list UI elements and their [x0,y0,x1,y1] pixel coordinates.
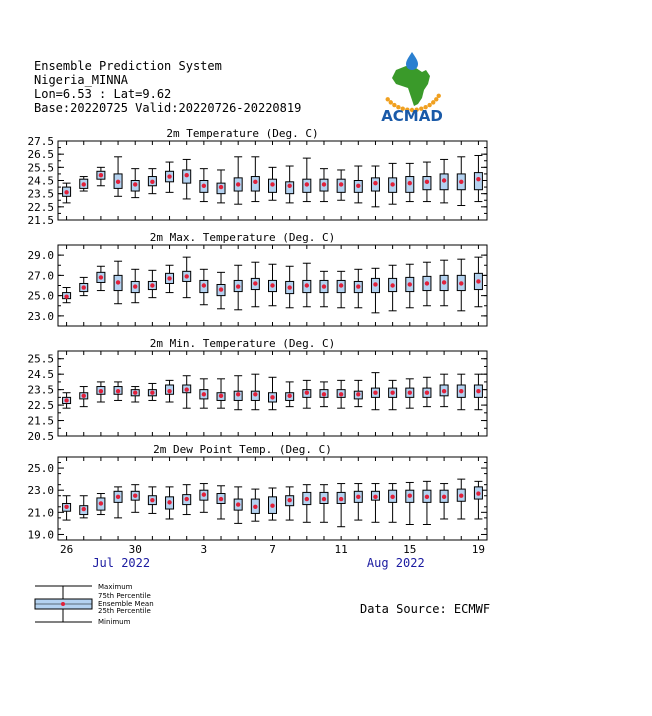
mean-dot [390,283,394,287]
mean-dot [82,507,86,511]
y-tick-label: 23.5 [27,187,54,201]
mean-dot [356,392,360,396]
mean-dot [116,495,120,499]
header-line-station: Nigeria_MINNA [34,73,128,87]
mean-dot [236,182,240,186]
y-tick-label: 23.0 [27,484,54,498]
mean-dot [459,494,463,498]
legend-label-min: Minimum [98,618,131,626]
mean-dot [408,181,412,185]
mean-dot [459,180,463,184]
mean-dot [82,182,86,186]
mean-dot [270,395,274,399]
x-tick-label: 30 [128,543,142,556]
y-tick-label: 20.5 [27,430,54,443]
mean-dot [442,178,446,182]
mean-dot [133,494,137,498]
mean-dot [185,274,189,278]
mean-dot [236,392,240,396]
mean-dot [236,284,240,288]
mean-dot [339,182,343,186]
mean-dot [287,285,291,289]
legend-label-q75: 75th Percentile [98,592,151,600]
header-line-dates: Base:20220725 Valid:20220726-20220819 [34,101,302,115]
mean-dot [305,391,309,395]
y-tick-label: 25.5 [27,352,54,366]
y-tick-label: 27.5 [27,135,54,148]
y-tick-label: 21.5 [27,214,54,227]
mean-dot [373,282,377,286]
mean-dot [185,173,189,177]
y-tick-label: 21.5 [27,414,54,428]
y-tick-label: 22.5 [27,200,54,214]
mean-dot [219,497,223,501]
mean-dot [202,184,206,188]
mean-dot [373,181,377,185]
mean-dot [185,387,189,391]
mean-dot [476,491,480,495]
mean-dot [150,180,154,184]
header-line-system: Ensemble Prediction System [34,59,222,73]
mean-dot [322,182,326,186]
mean-dot [287,394,291,398]
mean-dot [99,389,103,393]
mean-dot [253,180,257,184]
month-label: Jul 2022 [92,556,151,570]
mean-dot [408,391,412,395]
mean-dot [339,392,343,396]
mean-dot [459,389,463,393]
panel-title: 2m Dew Point Temp. (Deg. C) [153,443,332,456]
mean-dot [442,280,446,284]
mean-dot [150,498,154,502]
header-line-coords: Lon=6.53 : Lat=9.62 [34,87,172,101]
y-tick-label: 24.5 [27,368,54,382]
mean-dot [133,182,137,186]
mean-dot [99,275,103,279]
mean-dot [185,497,189,501]
mean-dot [150,391,154,395]
y-tick-label: 25.5 [27,161,54,175]
mean-dot [408,494,412,498]
mean-dot [322,392,326,396]
x-tick-label: 26 [59,543,74,556]
mean-dot [425,391,429,395]
mean-dot [305,497,309,501]
mean-dot [202,283,206,287]
y-tick-label: 25.0 [27,289,54,303]
mean-dot [167,389,171,393]
mean-dot [253,392,257,396]
mean-dot [219,287,223,291]
mean-dot [442,495,446,499]
mean-dot [64,294,68,298]
mean-dot [253,505,257,509]
mean-dot [408,282,412,286]
mean-dot [202,392,206,396]
mean-dot [99,173,103,177]
mean-dot [390,391,394,395]
acmad-logo-text: ACMAD [381,107,443,125]
x-tick-label: 3 [200,543,208,556]
mean-dot [442,389,446,393]
y-tick-label: 23.5 [27,383,54,397]
mean-dot [390,182,394,186]
month-label: Aug 2022 [366,556,425,570]
mean-dot [116,280,120,284]
mean-dot [202,492,206,496]
legend-label-max: Maximum [98,583,133,591]
chart-legend [32,583,212,627]
mean-dot [322,284,326,288]
mean-dot [64,505,68,509]
mean-dot [82,285,86,289]
mean-dot [253,281,257,285]
mean-dot [219,185,223,189]
x-tick-label: 19 [471,543,486,556]
y-tick-label: 21.0 [27,506,54,520]
mean-dot [476,279,480,283]
panel-title: 2m Max. Temperature (Deg. C) [149,231,336,244]
mean-dot [339,283,343,287]
mean-dot [459,281,463,285]
y-tick-label: 19.0 [27,528,54,542]
mean-dot [167,276,171,280]
mean-dot [305,182,309,186]
y-tick-label: 27.0 [27,269,54,283]
mean-dot [322,497,326,501]
mean-dot [270,503,274,507]
mean-dot [373,391,377,395]
y-tick-label: 22.5 [27,399,54,413]
mean-dot [150,283,154,287]
mean-dot [373,495,377,499]
mean-dot [270,283,274,287]
mean-dot [64,398,68,402]
mean-dot [356,184,360,188]
y-tick-label: 25.0 [27,462,54,476]
mean-dot [133,284,137,288]
x-tick-label: 11 [334,543,348,556]
mean-dot [116,389,120,393]
mean-dot [236,502,240,506]
mean-dot [219,394,223,398]
mean-dot [476,177,480,181]
y-tick-label: 26.5 [27,148,54,162]
mean-dot [425,180,429,184]
x-tick-label: 7 [269,543,276,556]
mean-dot [390,495,394,499]
mean-dot [287,498,291,502]
panel-title: 2m Temperature (Deg. C) [166,127,319,140]
legend-label-mean: Ensemble Mean [98,600,154,608]
mean-dot [270,182,274,186]
legend-label-q25: 25th Percentile [98,607,151,615]
mean-dot [305,283,309,287]
mean-dot [356,495,360,499]
y-tick-label: 24.5 [27,174,54,188]
panel-title: 2m Min. Temperature (Deg. C) [149,337,336,350]
mean-dot [133,391,137,395]
mean-dot [64,190,68,194]
mean-dot [425,281,429,285]
x-tick-label: 15 [403,543,417,556]
data-source-label: Data Source: ECMWF [360,602,491,616]
mean-dot [476,389,480,393]
mean-dot [287,184,291,188]
legend-mean-dot [61,602,65,606]
y-tick-label: 29.0 [27,249,54,263]
mean-dot [116,180,120,184]
mean-dot [339,497,343,501]
mean-dot [167,174,171,178]
mean-dot [99,501,103,505]
mean-dot [425,495,429,499]
y-tick-label: 23.0 [27,309,54,323]
mean-dot [167,500,171,504]
mean-dot [356,284,360,288]
mean-dot [82,394,86,398]
